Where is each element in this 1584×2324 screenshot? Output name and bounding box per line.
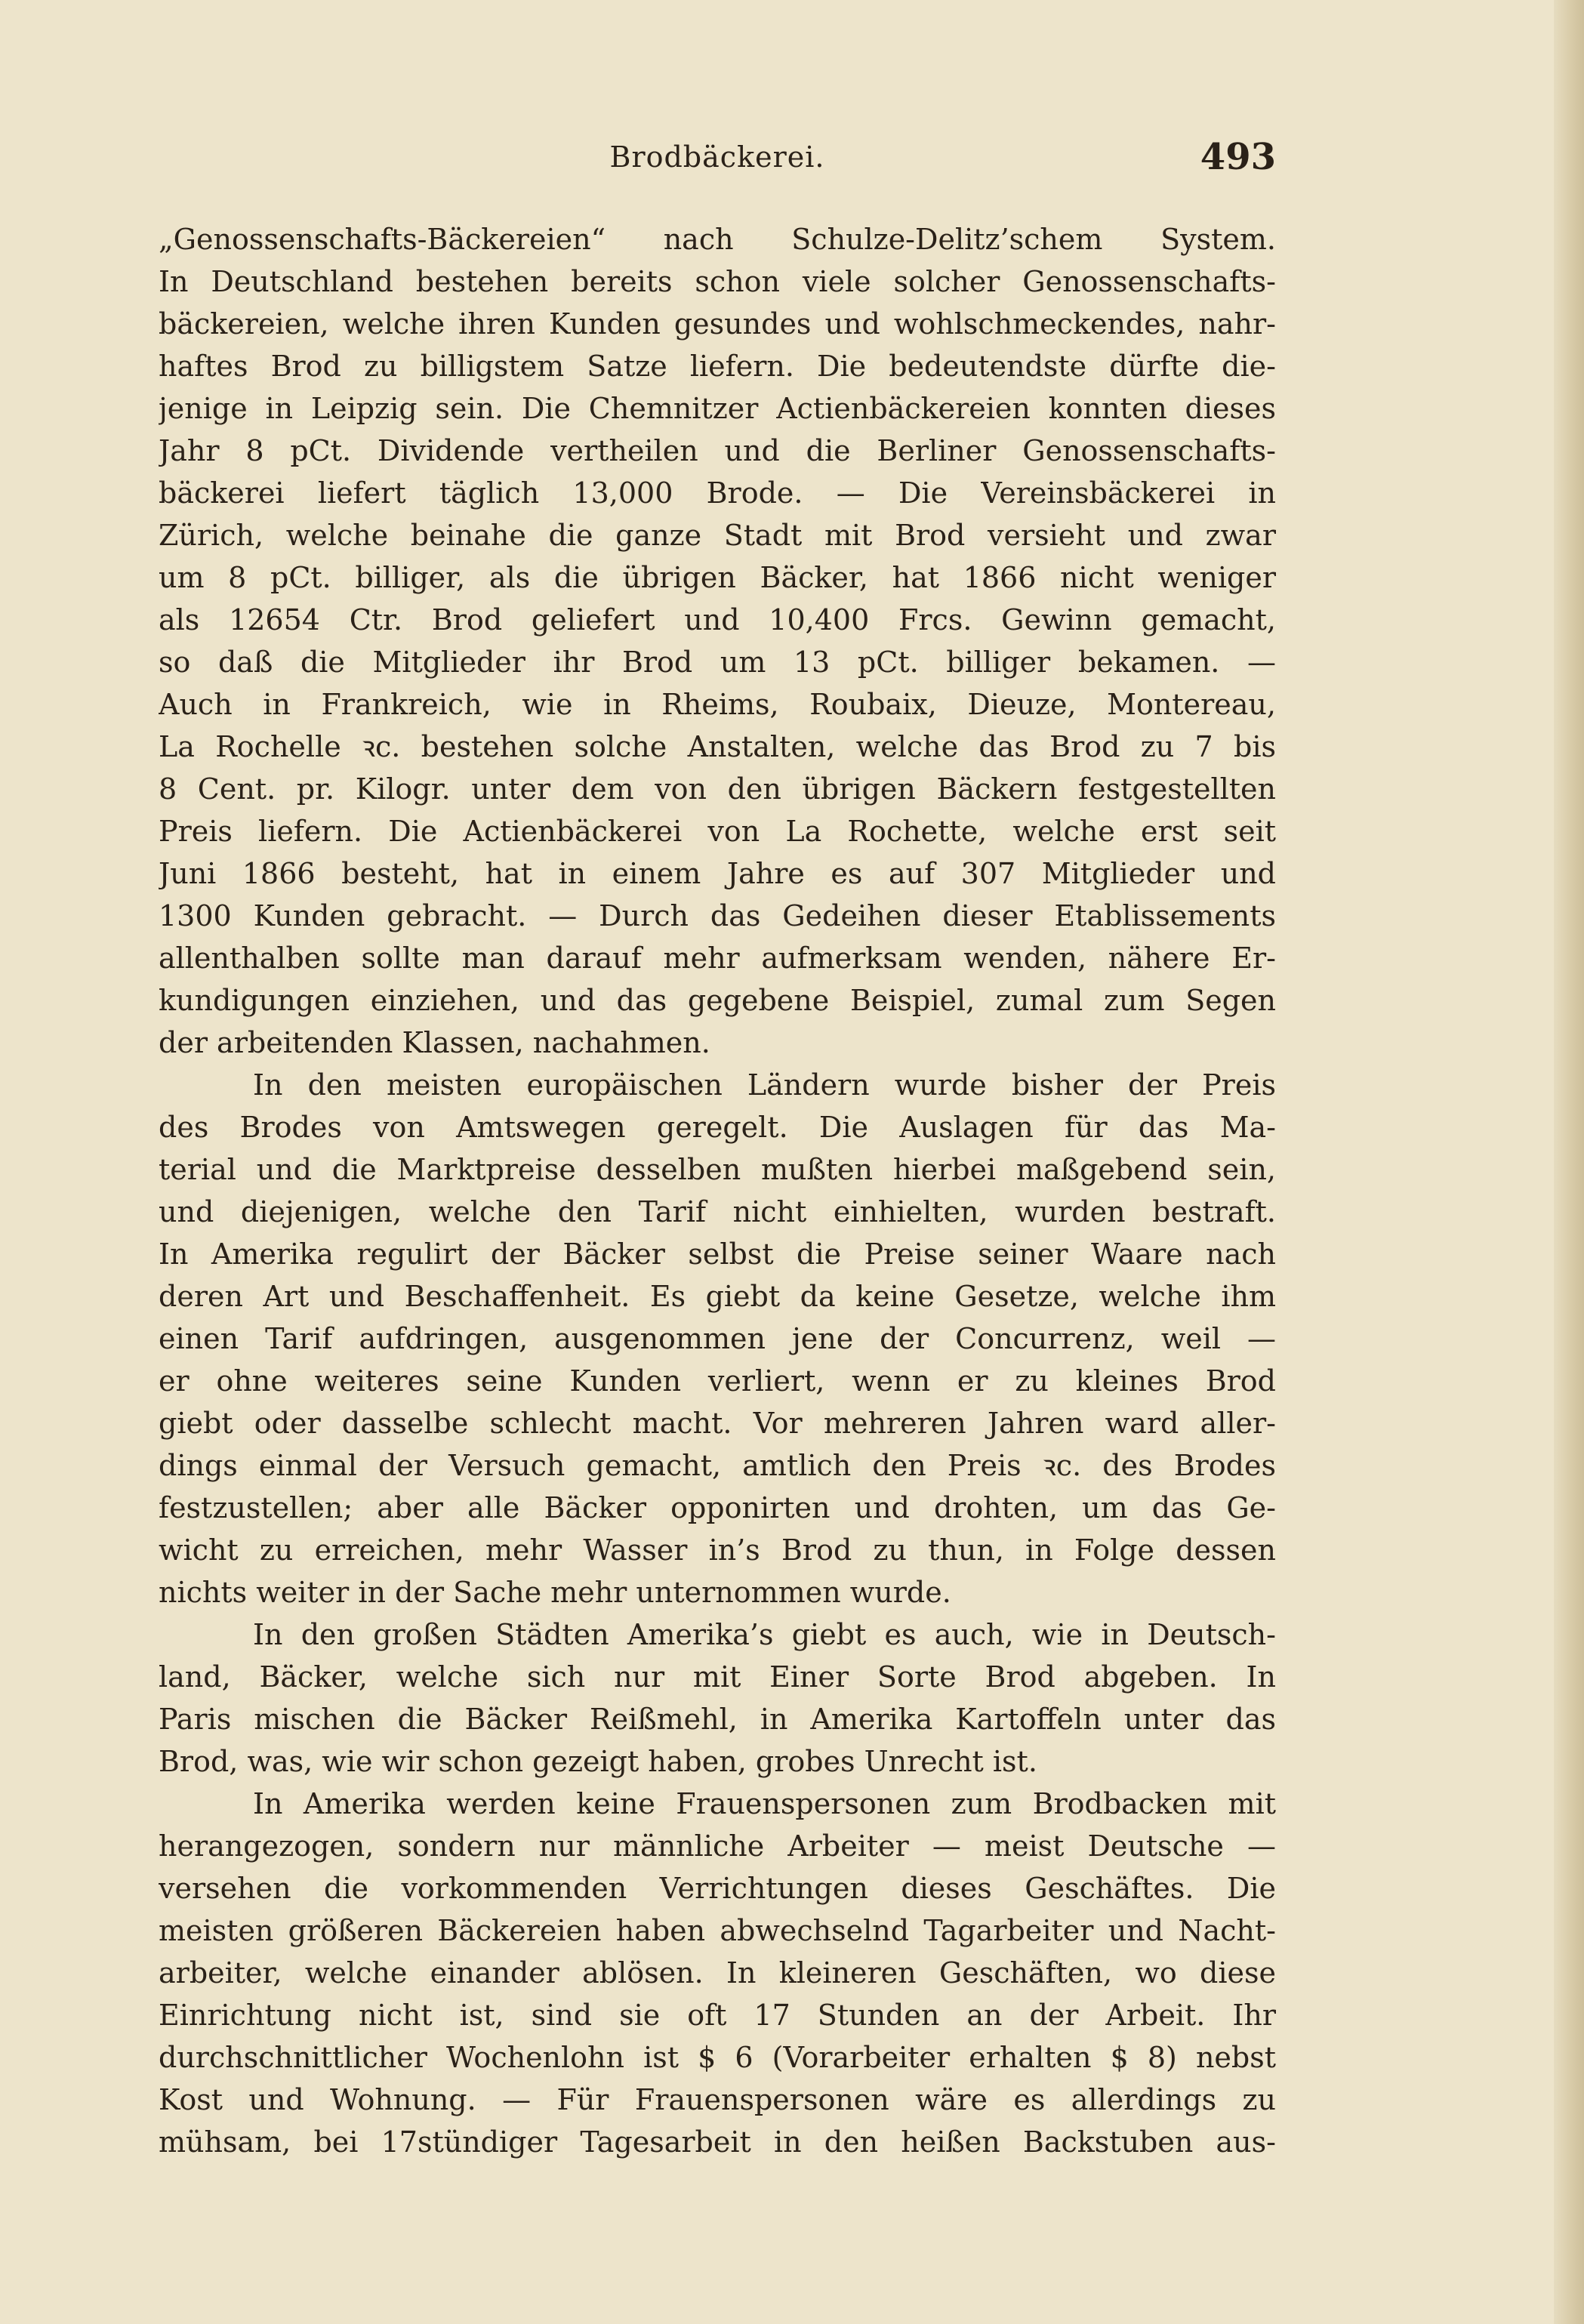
text-line: so daß die Mitglieder ihr Brod um 13 pCt. billiger bekamen. — [159,646,1276,679]
text-line: mühsam, bei 17stündiger Tagesarbeit in den heißen Backstuben aus- [159,2125,1276,2159]
text-line: 1300 Kunden gebracht. — Durch das Gedeihen dieser Etablissements [159,899,1276,932]
text-line: In den großen Städten Amerika’s giebt es auch, wie in Deutsch- [253,1618,1276,1651]
text-line: terial und die Marktpreise desselben mußten hierbei maßgebend sein, [159,1153,1276,1186]
text-line: giebt oder dasselbe schlecht macht. Vor mehreren Jahren ward aller- [159,1407,1276,1440]
text-line: meisten größeren Bäckereien haben abwechselnd Tagarbeiter und Nacht- [159,1914,1276,1947]
text-line: jenige in Leipzig sein. Die Chemnitzer Actienbäckereien konnten dieses [159,392,1276,425]
page-number: 493 [1200,136,1276,178]
text-line: Jahr 8 pCt. Dividende vertheilen und die Berliner Genossenschafts- [159,434,1276,467]
text-line: deren Art und Beschaffenheit. Es giebt da keine Gesetze, welche ihm [159,1280,1276,1313]
text-line: allenthalben sollte man darauf mehr aufmerksam wenden, nähere Er- [159,942,1276,975]
running-head: Brodbäckerei. [609,140,825,174]
page-edge [1554,0,1584,2324]
text-line: Zürich, welche beinahe die ganze Stadt mit Brod versieht und zwar [159,519,1276,552]
text-line: um 8 pCt. billiger, als die übrigen Bäcker, hat 1866 nicht weniger [159,561,1276,594]
text-line: versehen die vorkommenden Verrichtungen dieses Geschäftes. Die [159,1872,1276,1905]
text-line: wicht zu erreichen, mehr Wasser in’s Brod zu thun, in Folge dessen [159,1533,1276,1567]
text-line: In Deutschland bestehen bereits schon viele solcher Genossenschafts- [159,265,1276,298]
text-line: nichts weiter in der Sache mehr unternommen wurde. [159,1576,951,1609]
text-line: herangezogen, sondern nur männliche Arbeiter — meist Deutsche — [159,1829,1276,1863]
text-line: arbeiter, welche einander ablösen. In kleineren Geschäften, wo diese [159,1956,1276,1990]
text-line: er ohne weiteres seine Kunden verliert, wenn er zu kleines Brod [159,1364,1276,1398]
text-line: Preis liefern. Die Actienbäckerei von La Rochette, welche erst seit [159,815,1276,848]
text-line: Einrichtung nicht ist, sind sie oft 17 Stunden an der Arbeit. Ihr [159,1999,1276,2032]
text-line: Auch in Frankreich, wie in Rheims, Roubaix, Dieuze, Montereau, [159,688,1276,721]
text-line: des Brodes von Amtswegen geregelt. Die Auslagen für das Ma- [159,1111,1276,1144]
text-line: einen Tarif aufdringen, ausgenommen jene der Concurrenz, weil — [159,1322,1276,1355]
text-line: 8 Cent. pr. Kilogr. unter dem von den übrigen Bäckern festgestellten [159,772,1276,806]
text-line: haftes Brod zu billigstem Satze liefern. Die bedeutendste dürfte die- [159,350,1276,383]
text-line: dings einmal der Versuch gemacht, amtlich den Preis ꝛc. des Brodes [159,1449,1276,1482]
text-line: In den meisten europäischen Ländern wurde bisher der Preis [253,1068,1276,1102]
text-line: „Genossenschafts-Bäckereien“ nach Schulze-Delitz’schem System. [159,223,1276,256]
text-line: bäckerei liefert täglich 13,000 Brode. — Die Vereinsbäckerei in [159,476,1276,510]
page-header [159,134,1276,180]
text-line: Paris mischen die Bäcker Reißmehl, in Amerika Kartoffeln unter das [159,1703,1276,1736]
text-line: bäckereien, welche ihren Kunden gesundes und wohlschmeckendes, nahr- [159,307,1276,341]
text-line: durchschnittlicher Wochenlohn ist $ 6 (Vorarbeiter erhalten $ 8) nebst [159,2041,1276,2074]
text-line: In Amerika regulirt der Bäcker selbst die Preise seiner Waare nach [159,1238,1276,1271]
text-line: der arbeitenden Klassen, nachahmen. [159,1026,710,1059]
text-line: La Rochelle ꝛc. bestehen solche Anstalten, welche das Brod zu 7 bis [159,730,1276,763]
text-line: festzustellen; aber alle Bäcker opponirten und drohten, um das Ge- [159,1491,1276,1524]
text-line: Juni 1866 besteht, hat in einem Jahre es auf 307 Mitglieder und [159,857,1276,890]
text-line: Kost und Wohnung. — Für Frauenspersonen wäre es allerdings zu [159,2083,1276,2116]
text-line: und diejenigen, welche den Tarif nicht einhielten, wurden bestraft. [159,1195,1276,1228]
text-line: als 12654 Ctr. Brod geliefert und 10,400 Frcs. Gewinn gemacht, [159,603,1276,636]
text-line: Brod, was, wie wir schon gezeigt haben, grobes Unrecht ist. [159,1745,1037,1778]
body-text [159,218,1276,2163]
text-line: In Amerika werden keine Frauenspersonen zum Brodbacken mit [253,1787,1276,1820]
text-line: kundigungen einziehen, und das gegebene Beispiel, zumal zum Segen [159,984,1276,1017]
text-line: land, Bäcker, welche sich nur mit Einer Sorte Brod abgeben. In [159,1660,1276,1694]
